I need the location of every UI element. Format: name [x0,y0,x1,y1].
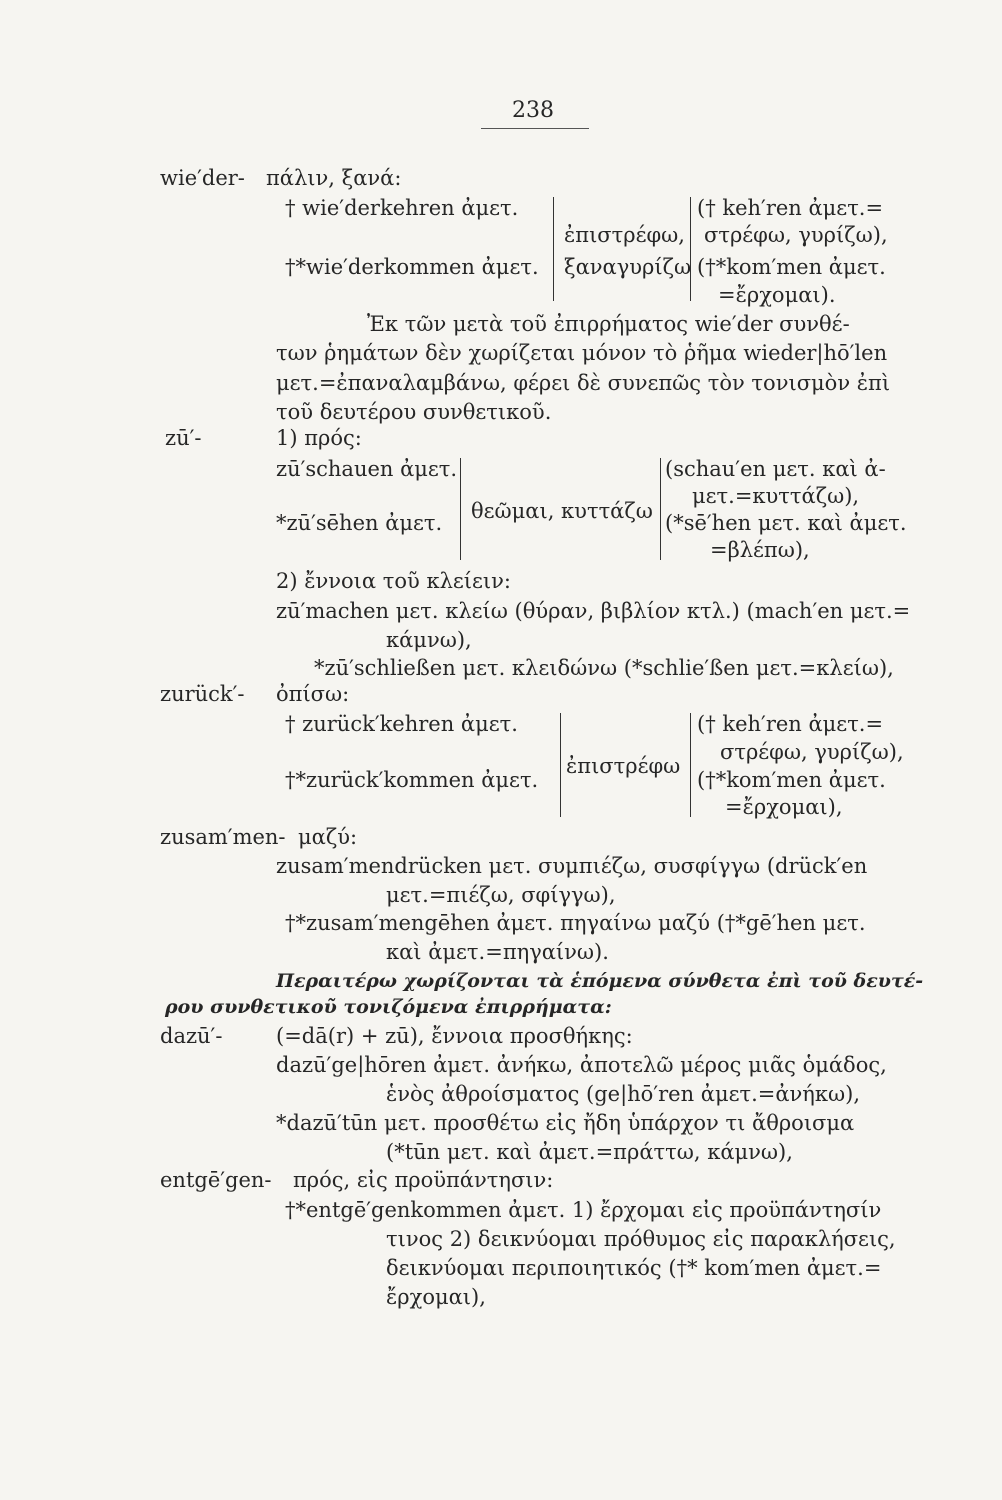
text-line: *zū′sēhen ἀμετ. [276,511,443,535]
text-line: († keh′ren ἀμετ.= [697,196,884,220]
text-line: 2) ἔννοια τοῦ κλείειν: [276,569,511,593]
entry-gloss: (=dā(r) + zū), ἔννοια προσθήκης: [276,1024,633,1048]
bracket-line [560,713,561,817]
entry-gloss: πάλιν, ξανά: [266,166,402,190]
text-line: †*zusam′mengēhen ἀμετ. πηγαίνω μαζύ (†*gē′hen μετ. [285,911,866,935]
text-line: θεῶμαι, κυττάζω [471,499,653,523]
text-line: μετ.=πιέζω, σφίγγω), [386,883,616,907]
text-line: zū′schauen ἀμετ. [276,457,458,481]
text-line: *dazū′tūn μετ. προσθέτω εἰς ἤδη ὑπάρχον τι ἄθροισμα [276,1111,855,1135]
text-line: († keh′ren ἀμετ.= [697,712,884,736]
bracket-line [460,458,461,560]
text-line: † zurück′kehren ἀμετ. [285,712,518,736]
entry-head-zu: zū′- [165,426,202,450]
text-line: dazū′ge|hōren ἀμετ. ἀνήκω, ἀποτελῶ μέρος μιᾶς ὁμάδος, [276,1053,887,1077]
text-line: στρέφω, γυρίζω), [720,740,904,764]
text-line: †*wie′derkommen ἀμετ. [285,255,539,279]
section-note: Περαιτέρω χωρίζονται τὰ ἑπόμενα σύνθετα ἐπὶ τοῦ δευτέ- [276,970,924,992]
entry-head-entgegen: entgē′gen- [160,1168,272,1192]
entry-head-dazu: dazū′- [160,1024,223,1048]
text-line: ἑνὸς ἀθροίσματος (ge|hō′ren ἀμετ.=ἀνήκω), [386,1082,861,1106]
bracket-line [690,713,691,817]
page-number: 238 [512,98,554,123]
text-line: στρέφω, γυρίζω), [704,223,888,247]
text-line: † wie′derkehren ἀμετ. [285,196,519,220]
text-line: ἔρχομαι), [386,1285,486,1309]
entry-gloss: μαζύ: [298,825,358,849]
text-line: ξαναγυρίζω [564,255,692,279]
section-note: ρου συνθετικοῦ τονιζόμενα ἐπιρρήματα: [165,996,612,1018]
text-line: καὶ ἀμετ.=πηγαίνω). [386,940,609,964]
text-line: =ἔρχομαι). [718,283,836,307]
text-line: τοῦ δευτέρου συνθετικοῦ. [276,400,552,424]
text-line: δεικνύομαι περιποιητικός (†* kom′men ἀμετ.= [386,1256,882,1280]
text-line: κάμνω), [386,628,472,652]
bracket-line [660,458,661,560]
text-line: zusam′mendrücken μετ. συμπιέζω, συσφίγγω (drück′en [276,854,868,878]
entry-gloss: πρός, εἰς προϋπάντησιν: [293,1168,554,1192]
text-line: ἐπιστρέφω [566,754,681,778]
text-line: τινος 2) δεικνύομαι πρόθυμος εἰς παρακλήσεις, [386,1227,896,1251]
text-line: =βλέπω), [710,538,810,562]
text-line: (*sē′hen μετ. καὶ ἀμετ. [665,511,907,535]
text-line: (schau′en μετ. καὶ ἀ- [665,457,886,481]
entry-gloss: ὀπίσω: [276,682,350,706]
text-line: zū′machen μετ. κλείω (θύραν, βιβλίον κτλ.) (mach′en μετ.= [276,599,911,623]
text-line: †*entgē′genkommen ἀμετ. 1) ἔρχομαι εἰς προϋπάντησίν [285,1198,882,1222]
page-number-rule [481,128,589,129]
text-line: μετ.=ἐπαναλαμβάνω, φέρει δὲ συνεπῶς τὸν τονισμὸν ἐπὶ [276,371,891,395]
text-line: μετ.=κυττάζω), [692,484,860,508]
entry-head-wieder: wie′der- [160,166,245,190]
text-line: *zū′schließen μετ. κλειδώνω (*schlie′ßen μετ.=κλείω), [314,656,894,680]
text-line: ἐπιστρέφω, [564,223,685,247]
text-line: (†*kom′men ἀμετ. [697,768,886,792]
bracket-line [690,197,691,301]
text-line: †*zurück′kommen ἀμετ. [285,768,539,792]
text-line: =ἔρχομαι), [725,795,843,819]
entry-head-zurueck: zurück′- [160,682,245,706]
text-line: των ῥημάτων δὲν χωρίζεται μόνον τὸ ῥῆμα wieder|hō′len [276,341,888,365]
text-line: (*tūn μετ. καὶ ἀμετ.=πράττω, κάμνω), [386,1140,793,1164]
text-line: (†*kom′men ἀμετ. [697,255,886,279]
text-line: Ἐκ τῶν μετὰ τοῦ ἐπιρρήματος wie′der συνθέ- [367,312,850,336]
bracket-line [553,197,554,301]
entry-head-zusammen: zusam′men- [160,825,286,849]
entry-gloss: 1) πρός: [276,426,362,450]
